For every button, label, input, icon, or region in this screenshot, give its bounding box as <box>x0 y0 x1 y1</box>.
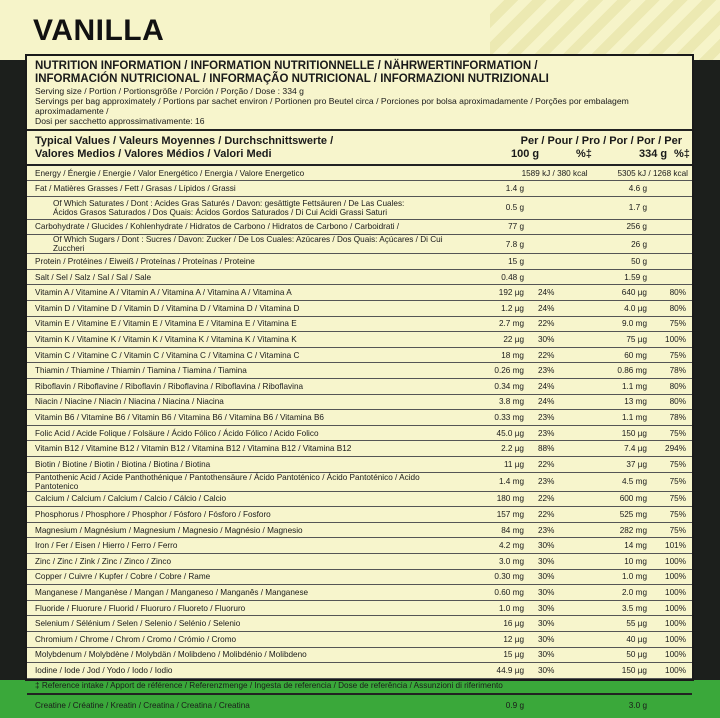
nutrient-label: Chromium / Chrome / Chrom / Cromo / Crómio / Cromo <box>35 634 237 644</box>
nutrient-label <box>27 269 459 285</box>
nutrient-label: Creatine / Créatine / Kreatin / Creatina / Creatina / Creatina <box>35 701 250 711</box>
pct-per-serving: 100% <box>665 587 686 597</box>
value-per-serving: 3.0 g <box>628 701 647 711</box>
value-per-serving: 26 g <box>631 239 647 249</box>
value-per-100g: 157 mg <box>496 509 524 519</box>
nutrient-label: Copper / Cuivre / Kupfer / Cobre / Cobre / Rame <box>35 572 211 582</box>
pct-per-100g: 30% <box>538 556 555 566</box>
value-per-100g: 15 g <box>508 257 524 267</box>
value-per-100g: 84 mg <box>501 525 524 535</box>
pct-per-serving: 100% <box>665 619 686 629</box>
decorative-stripes <box>490 0 720 60</box>
value-per-100g: 3.8 mg <box>498 397 524 407</box>
nutrition-table-body <box>27 165 692 717</box>
nutrient-label: Vitamin E / Vitamine E / Vitamin E / Vitamina E / Vitamina E / Vitamina E <box>35 319 297 329</box>
pct-per-serving <box>649 254 692 270</box>
value-per-serving: 150 µg <box>621 428 647 438</box>
value-per-serving: 7.4 µg <box>624 444 647 454</box>
pct-per-serving: 100% <box>665 650 686 660</box>
pct-per-100g: 30% <box>538 541 555 551</box>
value-per-100g: 22 µg <box>503 335 524 345</box>
nutrient-label: Energy / Énergie / Energie / Valor Energético / Energia / Valore Energetico <box>35 168 305 178</box>
table-row <box>27 631 692 647</box>
nutrient-label-line: Salt / Sel / Salz / Sal / Sal / Sale <box>35 272 152 282</box>
nutrient-label: Vitamin C / Vitamine C / Vitamin C / Vitamina C / Vitamina C / Vitamina C <box>35 350 300 360</box>
nutrient-label: Phosphorus / Phosphore / Phosphor / Fósforo / Fósforo / Fosforo <box>35 509 271 519</box>
value-per-100g: 11 µg <box>503 459 524 469</box>
value-per-100g: 192 µg <box>498 288 524 298</box>
table-row <box>27 196 692 219</box>
value-per-serving: 1.59 g <box>624 272 647 282</box>
pct-per-serving: 100% <box>665 665 686 675</box>
col-334g: 334 g <box>639 148 668 160</box>
value-per-serving: 525 mg <box>619 509 647 519</box>
servings-line-1: Servings per bag approximately / Portions par sachet environ / Portionen pro Beutel circa / Porciones por bolsa aproximadamente / Porções por embalagem aproximadamente / <box>35 96 629 116</box>
nutrient-label-line: Fat / Matières Grasses / Fett / Grasas / Lípidos / Grassi <box>35 183 236 193</box>
pct-per-serving: 80% <box>669 288 686 298</box>
pct-per-100g: 22% <box>538 350 555 360</box>
value-per-serving: 150 µg <box>621 665 647 675</box>
nutrient-label: Biotin / Biotine / Biotin / Biotina / Biotina / Biotina <box>35 459 211 469</box>
table-row <box>27 301 692 317</box>
nutrition-table <box>27 164 692 717</box>
value-per-serving: 4.0 µg <box>624 303 647 313</box>
value-per-100g: 0.48 g <box>501 272 524 282</box>
pct-per-100g: 22% <box>538 319 555 329</box>
pct-per-100g <box>528 235 592 254</box>
value-per-serving: 9.0 mg <box>621 319 647 329</box>
per-label: Per / Pour / Pro / Por / Por / Per <box>520 135 682 147</box>
value-per-100g: 0.33 mg <box>494 413 524 423</box>
header-line-1: NUTRITION INFORMATION / INFORMATION NUTRITIONNELLE / NÄHRWERTINFORMATION / <box>35 60 538 72</box>
table-row <box>27 269 692 285</box>
pct-per-serving <box>649 219 692 235</box>
nutrient-label-line: Of Which Saturates / Dont : Acides Gras Saturés / Davon: gesättigte Fettsäuren / De Las Cuales: <box>53 198 405 208</box>
pct-per-serving <box>649 181 692 197</box>
nutrient-label: Molybdenum / Molybdène / Molybdän / Molibdeno / Molibdénio / Molibdeno <box>35 650 307 660</box>
table-row <box>27 254 692 270</box>
nutrient-label: Manganese / Manganèse / Mangan / Manganeso / Manganês / Manganese <box>35 587 309 597</box>
pct-per-100g: 30% <box>538 572 555 582</box>
pct-per-100g: 30% <box>538 587 555 597</box>
table-row <box>27 457 692 473</box>
pct-per-100g: 24% <box>538 303 555 313</box>
table-row <box>27 553 692 569</box>
pct-per-100g: 23% <box>538 413 555 423</box>
table-row <box>27 219 692 235</box>
servings-line-2: Dosi per sacchetto approssimativamente: 16 <box>35 116 205 126</box>
nutrient-label-line: Carbohydrate / Glucides / Kohlenhydrate / Hidratos de Carbono / Hidratos de Carbono / Carboidrati / <box>35 222 400 232</box>
nutrient-label: Calcium / Calcium / Calcium / Calcio / Cálcio / Calcio <box>35 494 227 504</box>
table-row <box>27 181 692 197</box>
pct-per-100g: 30% <box>538 335 555 345</box>
pct-per-100g: 24% <box>538 397 555 407</box>
value-per-100g: 1.0 mg <box>498 603 524 613</box>
value-per-serving: 1.1 mg <box>621 413 647 423</box>
value-per-100g: 0.5 g <box>505 203 524 213</box>
creatine-row <box>27 694 692 717</box>
nutrient-label: Folic Acid / Acide Folique / Folsäure / Ácido Fólico / Ácido Fólico / Acido Folico <box>35 428 319 438</box>
value-per-serving: 75 µg <box>626 335 647 345</box>
nutrient-label: Fluoride / Fluorure / Fluorid / Fluoruro / Fluoreto / Fluoruro <box>35 603 246 613</box>
table-row <box>27 347 692 363</box>
nutrient-label-line: Ácidos Grasos Saturados / Dos Quais: Ácidos Gordos Saturados / Di Cui Acidi Grassi Saturi <box>53 207 388 217</box>
reference-row <box>27 678 692 694</box>
table-row <box>27 441 692 457</box>
pct-per-100g: 23% <box>538 477 555 487</box>
pct-per-100g <box>528 694 592 717</box>
value-per-serving: 1.1 mg <box>621 381 647 391</box>
col-100g: 100 g <box>511 148 540 160</box>
nutrient-label: Selenium / Sélénium / Selen / Selenio / Selénio / Selenio <box>35 619 241 629</box>
value-per-100g: 77 g <box>508 222 524 232</box>
panel-header <box>27 56 692 126</box>
value-per-100g: 16 µg <box>503 619 524 629</box>
value-per-100g: 0.34 mg <box>494 381 524 391</box>
table-row <box>27 379 692 395</box>
pct-per-serving <box>649 269 692 285</box>
pct-per-100g: 30% <box>538 634 555 644</box>
value-per-100g: 15 µg <box>503 650 524 660</box>
value-per-serving: 37 µg <box>626 459 647 469</box>
pct-per-100g: 24% <box>538 381 555 391</box>
pct-per-serving: 75% <box>669 350 686 360</box>
value-per-serving: 3.5 mg <box>621 603 647 613</box>
table-row <box>27 616 692 632</box>
table-row <box>27 472 692 491</box>
nutrient-label: Vitamin A / Vitamine A / Vitamin A / Vitamina A / Vitamina A / Vitamina A <box>35 288 292 298</box>
pct-per-serving: 80% <box>669 397 686 407</box>
pct-per-serving: 75% <box>669 494 686 504</box>
nutrient-label <box>27 196 459 219</box>
pct-per-100g: 23% <box>538 525 555 535</box>
pct-per-serving: 100% <box>665 335 686 345</box>
pct-per-serving: 100% <box>665 634 686 644</box>
pct-per-serving <box>649 235 692 254</box>
header-line-2: INFORMACIÓN NUTRICIONAL / INFORMAÇÃO NUTRICIONAL / INFORMAZIONI NUTRIZIONALI <box>35 73 549 85</box>
value-per-serving: 4.5 mg <box>621 477 647 487</box>
table-row <box>27 600 692 616</box>
value-per-serving: 2.0 mg <box>621 587 647 597</box>
table-row <box>27 507 692 523</box>
typical-values-line-2: Valores Medios / Valores Médios / Valori Medi <box>35 148 272 160</box>
pct-per-serving: 75% <box>669 459 686 469</box>
nutrient-label: Riboflavin / Riboflavine / Riboflavin / Riboflavina / Riboflavina / Riboflavina <box>35 381 304 391</box>
nutrient-label: Magnesium / Magnésium / Magnesium / Magnesio / Magnésio / Magnesio <box>35 525 303 535</box>
value-per-serving: 640 µg <box>621 288 647 298</box>
typical-values-label <box>35 135 333 161</box>
value-per-100g: 0.9 g <box>505 701 524 711</box>
value-per-100g: 1.4 mg <box>498 477 524 487</box>
pct-per-serving <box>649 196 692 219</box>
value-per-100g: 2.2 µg <box>501 444 524 454</box>
value-per-100g: 12 µg <box>503 634 524 644</box>
table-row <box>27 569 692 585</box>
table-row <box>27 363 692 379</box>
col-pct-2: %‡ <box>674 148 690 160</box>
pct-per-100g: 22% <box>538 509 555 519</box>
table-row <box>27 522 692 538</box>
nutrient-label: Zinc / Zinc / Zink / Zinc / Zinco / Zinco <box>35 556 172 566</box>
pct-per-100g: 88% <box>538 444 555 454</box>
pct-per-100g <box>528 219 592 235</box>
pct-per-100g <box>528 181 592 197</box>
nutrient-label <box>27 235 459 254</box>
value-per-100g: 3.0 mg <box>498 556 524 566</box>
value-per-100g: 0.30 mg <box>494 572 524 582</box>
pct-per-100g: 23% <box>538 428 555 438</box>
pct-per-100g: 24% <box>538 288 555 298</box>
pct-per-serving: 294% <box>665 444 686 454</box>
value-per-100g: 4.2 mg <box>498 541 524 551</box>
pct-per-100g: 23% <box>538 366 555 376</box>
pct-per-100g <box>528 254 592 270</box>
pct-per-serving: 100% <box>665 603 686 613</box>
pct-per-serving: 100% <box>665 572 686 582</box>
table-row <box>27 410 692 426</box>
pct-per-100g: 22% <box>538 494 555 504</box>
pct-per-serving: 75% <box>669 428 686 438</box>
value-per-100g: 45.0 µg <box>496 428 524 438</box>
pct-per-serving: 80% <box>669 381 686 391</box>
value-per-100g: 18 mg <box>501 350 524 360</box>
value-per-serving: 256 g <box>626 222 647 232</box>
energy-row <box>27 165 692 181</box>
nutrient-label: Thiamin / Thiamine / Thiamin / Tiamina / Tiamina / Tiamina <box>35 366 247 376</box>
table-row <box>27 538 692 554</box>
value-per-serving: 60 mg <box>624 350 647 360</box>
nutrient-label: Pantothenic Acid / Acide Panthothénique / Pantothensäure / Ácido Pantoténico / Ácido Pantoténico / Acido Pantotenico <box>35 472 420 491</box>
table-row <box>27 491 692 507</box>
value-per-100g: 0.60 mg <box>494 587 524 597</box>
table-row <box>27 394 692 410</box>
nutrient-label: Vitamin B6 / Vitamine B6 / Vitamin B6 / Vitamina B6 / Vitamina B6 / Vitamina B6 <box>35 413 324 423</box>
table-row <box>27 663 692 679</box>
reference-note: ‡ Reference intake / Apport de référence / Referenzmenge / Ingesta de referencia / Dose de referência / Assunzioni di riferimento <box>35 681 503 691</box>
pct-per-serving <box>649 694 692 717</box>
value-per-serving: 14 mg <box>624 541 647 551</box>
pct-per-100g <box>528 196 592 219</box>
typical-values-line-1: Typical Values / Valeurs Moyennes / Durchschnittswerte / <box>35 135 334 147</box>
top-band <box>0 0 720 60</box>
nutrient-label <box>27 181 459 197</box>
table-row <box>27 285 692 301</box>
value-per-100g: 1.4 g <box>505 183 524 193</box>
nutrient-label: Vitamin D / Vitamine D / Vitamin D / Vitamina D / Vitamina D / Vitamina D <box>35 303 300 313</box>
nutrient-label: Iodine / Iode / Jod / Yodo / Iodo / Iodio <box>35 665 173 675</box>
value-per-100g: 1589 kJ / 380 kcal <box>521 168 588 178</box>
value-per-serving: 600 mg <box>619 494 647 504</box>
pct-per-100g: 30% <box>538 650 555 660</box>
pct-per-100g: 30% <box>538 665 555 675</box>
serving-size: Serving size / Portion / Portionsgröße / Porción / Porção / Dose : 334 g <box>35 86 304 96</box>
table-row <box>27 332 692 348</box>
value-per-100g: 180 mg <box>496 494 524 504</box>
pct-per-serving: 80% <box>669 303 686 313</box>
flavor-title: VANILLA <box>33 14 165 47</box>
pct-per-serving: 78% <box>669 413 686 423</box>
pct-per-100g <box>528 269 592 285</box>
pct-per-serving: 75% <box>669 319 686 329</box>
value-per-100g: 44.9 µg <box>496 665 524 675</box>
value-per-serving: 55 µg <box>626 619 647 629</box>
value-per-serving: 1.0 mg <box>621 572 647 582</box>
pct-per-serving: 75% <box>669 509 686 519</box>
value-per-100g: 7.8 g <box>505 239 524 249</box>
value-per-100g: 2.7 mg <box>498 319 524 329</box>
nutrient-label: Iron / Fer / Eisen / Hierro / Ferro / Ferro <box>35 541 178 551</box>
value-per-serving: 5305 kJ / 1268 kcal <box>617 168 688 178</box>
nutrient-label: Vitamin K / Vitamine K / Vitamin K / Vitamina K / Vitamina K / Vitamina K <box>35 335 297 345</box>
value-per-serving: 13 mg <box>624 397 647 407</box>
table-row <box>27 425 692 441</box>
table-row <box>27 585 692 601</box>
col-pct-1: %‡ <box>576 148 592 160</box>
pct-per-100g: 30% <box>538 603 555 613</box>
pct-per-100g: 30% <box>538 619 555 629</box>
value-per-100g: 1.2 µg <box>501 303 524 313</box>
value-per-serving: 282 mg <box>619 525 647 535</box>
value-per-serving: 0.86 mg <box>617 366 647 376</box>
nutrient-label-line: Protein / Protéines / Eiweiß / Proteínas / Proteínas / Proteine <box>35 257 255 267</box>
value-per-serving: 4.6 g <box>628 183 647 193</box>
value-per-serving: 1.7 g <box>628 203 647 213</box>
value-per-serving: 40 µg <box>626 634 647 644</box>
pct-per-serving: 75% <box>669 477 686 487</box>
nutrient-label <box>27 219 459 235</box>
nutrient-label <box>27 254 459 270</box>
value-per-serving: 10 mg <box>624 556 647 566</box>
table-row <box>27 235 692 254</box>
value-per-serving: 50 g <box>631 257 647 267</box>
pct-per-100g: 22% <box>538 459 555 469</box>
pct-per-serving: 75% <box>669 525 686 535</box>
nutrient-label: Niacin / Niacine / Niacin / Niacina / Niacina / Niacina <box>35 397 224 407</box>
pct-per-serving: 78% <box>669 366 686 376</box>
value-per-serving: 50 µg <box>626 650 647 660</box>
table-row <box>27 316 692 332</box>
nutrient-label: Vitamin B12 / Vitamine B12 / Vitamin B12 / Vitamina B12 / Vitamina B12 / Vitamina B12 <box>35 444 352 454</box>
value-per-100g: 0.26 mg <box>494 366 524 376</box>
pct-per-serving: 100% <box>665 556 686 566</box>
table-row <box>27 647 692 663</box>
pct-per-serving: 101% <box>665 541 686 551</box>
column-header <box>27 131 692 164</box>
nutrient-label-line: Of Which Sugars / Dont : Sucres / Davon: Zucker / De Los Cuales: Azúcares / Dos Quais: Açúcares / Di Cui Zuccheri <box>53 235 443 254</box>
nutrition-panel <box>25 54 694 711</box>
